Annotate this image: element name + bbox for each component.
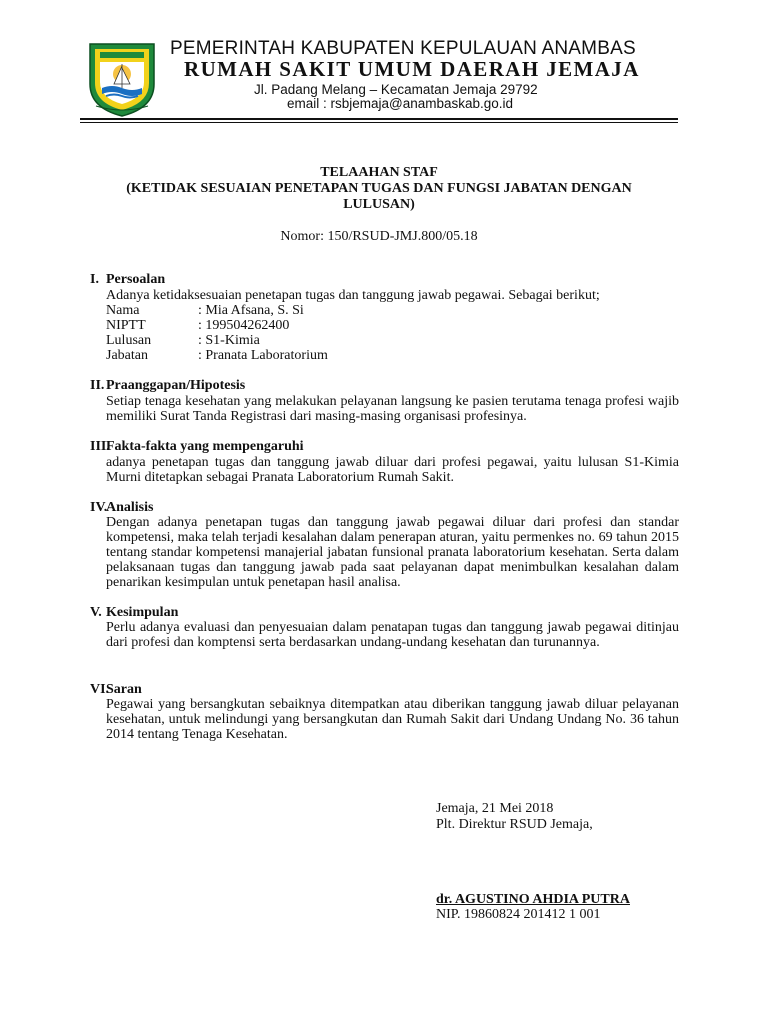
kesimpulan-text: Perlu adanya evaluasi dan penyesuaian dalam penatapan tugas dan tanggung jawab pegawai ditinjau dari profesi dan komptensi serta berdasarkan undang-undang kesehatan dan turunannya. <box>106 620 679 651</box>
analisis-text: Dengan adanya penetapan tugas dan tanggung jawab pegawai diluar dari profesi dan standar kompetensi, maka telah terjadi kesalahan dalam penerapan aturan, yaitu permenkes no. 69 tahun 2015 tentang standar kompetensi manajerial jabatan funsional pranata laboratorium kesehatan. Serta dalam pelaksanaan tugas dan tanggung jawab pada saat pelayanan dapat menimbulkan kesalahan dalam penarikan kesimpulan untuk penetapan hasil analisa. <box>106 515 679 591</box>
letterhead-divider-thick <box>80 118 678 120</box>
section-heading-fakta <box>90 439 304 455</box>
letterhead-hospital-name: RUMAH SAKIT UMUM DAERAH JEMAJA <box>184 57 640 81</box>
section-title: Persoalan <box>106 272 166 287</box>
section-title: Fakta-fakta yang mempengaruhi <box>106 439 304 454</box>
section-number: I. <box>90 272 99 287</box>
document-subtitle-cont: LULUSAN) <box>343 197 415 212</box>
section-heading-analisis <box>90 500 153 516</box>
section-number: VI. <box>90 682 110 697</box>
section-title: Kesimpulan <box>106 605 179 620</box>
hipotesis-text: Setiap tenaga kesehatan yang melakukan pelayanan langsung ke pasien terutama tenaga profesi wajib memiliki Surat Tanda Registrasi dari masing-masing organisasi profesinya. <box>106 394 679 425</box>
section-title: Analisis <box>106 500 154 515</box>
section-heading-persoalan <box>90 272 165 288</box>
field-label: Lulusan <box>106 333 152 348</box>
letterhead-email: email : rsbjemaja@anambaskab.go.id <box>287 96 514 111</box>
section-heading-saran <box>90 682 142 698</box>
signature-place-date: Jemaja, 21 Mei 2018 <box>436 801 554 816</box>
section-title: Praanggapan/Hipotesis <box>106 378 246 393</box>
field-label: Jabatan <box>106 348 148 363</box>
field-value: : 199504262400 <box>198 318 290 333</box>
section-heading-hipotesis <box>90 378 245 394</box>
section-number: II. <box>90 378 105 393</box>
section-heading-kesimpulan <box>90 605 178 621</box>
signature-position: Plt. Direktur RSUD Jemaja, <box>436 817 593 832</box>
document-subtitle: (KETIDAK SESUAIAN PENETAPAN TUGAS DAN FUNGSI JABATAN DENGAN <box>126 181 632 196</box>
persoalan-intro: Adanya ketidaksesuaian penetapan tugas dan tanggung jawab pegawai. Sebagai berikut; <box>106 288 600 303</box>
field-row-niptt <box>106 318 289 334</box>
signature-name: dr. AGUSTINO AHDIA PUTRA <box>436 892 630 907</box>
field-row-jabatan <box>106 348 328 364</box>
field-value: : Pranata Laboratorium <box>198 348 328 363</box>
letterhead-address: Jl. Padang Melang – Kecamatan Jemaja 29792 <box>254 82 538 97</box>
letterhead-government: PEMERINTAH KABUPATEN KEPULAUAN ANAMBAS <box>170 38 636 59</box>
document-title: TELAAHAN STAF <box>320 165 438 180</box>
section-number: III. <box>90 439 110 454</box>
document-number: Nomor: 150/RSUD-JMJ.800/05.18 <box>280 229 478 244</box>
regency-logo <box>86 40 158 118</box>
letterhead-divider-thin <box>80 122 678 123</box>
field-value: : S1-Kimia <box>198 333 260 348</box>
regency-emblem-icon <box>86 40 158 118</box>
field-row-nama <box>106 303 304 319</box>
saran-text: Pegawai yang bersangkutan sebaiknya ditempatkan atau diberikan tanggung jawab diluar pelayanan kesehatan, untuk melindungi yang bersangkutan dan Rumah Sakit dari Undang Undang No. 36 tahun 2014 tentang Tenaga Kesehatan. <box>106 697 679 743</box>
signature-nip: NIP. 19860824 201412 1 001 <box>436 907 601 922</box>
fakta-text: adanya penetapan tugas dan tanggung jawab diluar dari profesi pegawai, yaitu lulusan S1-Kimia Murni ditetapkan sebagai Pranata Laboratorium Rumah Sakit. <box>106 455 679 486</box>
section-title: Saran <box>106 682 142 697</box>
section-number: V. <box>90 605 102 620</box>
field-value: : Mia Afsana, S. Si <box>198 303 304 318</box>
section-number: IV. <box>90 500 108 515</box>
field-row-lulusan <box>106 333 260 349</box>
field-label: Nama <box>106 303 140 318</box>
field-label: NIPTT <box>106 318 146 333</box>
